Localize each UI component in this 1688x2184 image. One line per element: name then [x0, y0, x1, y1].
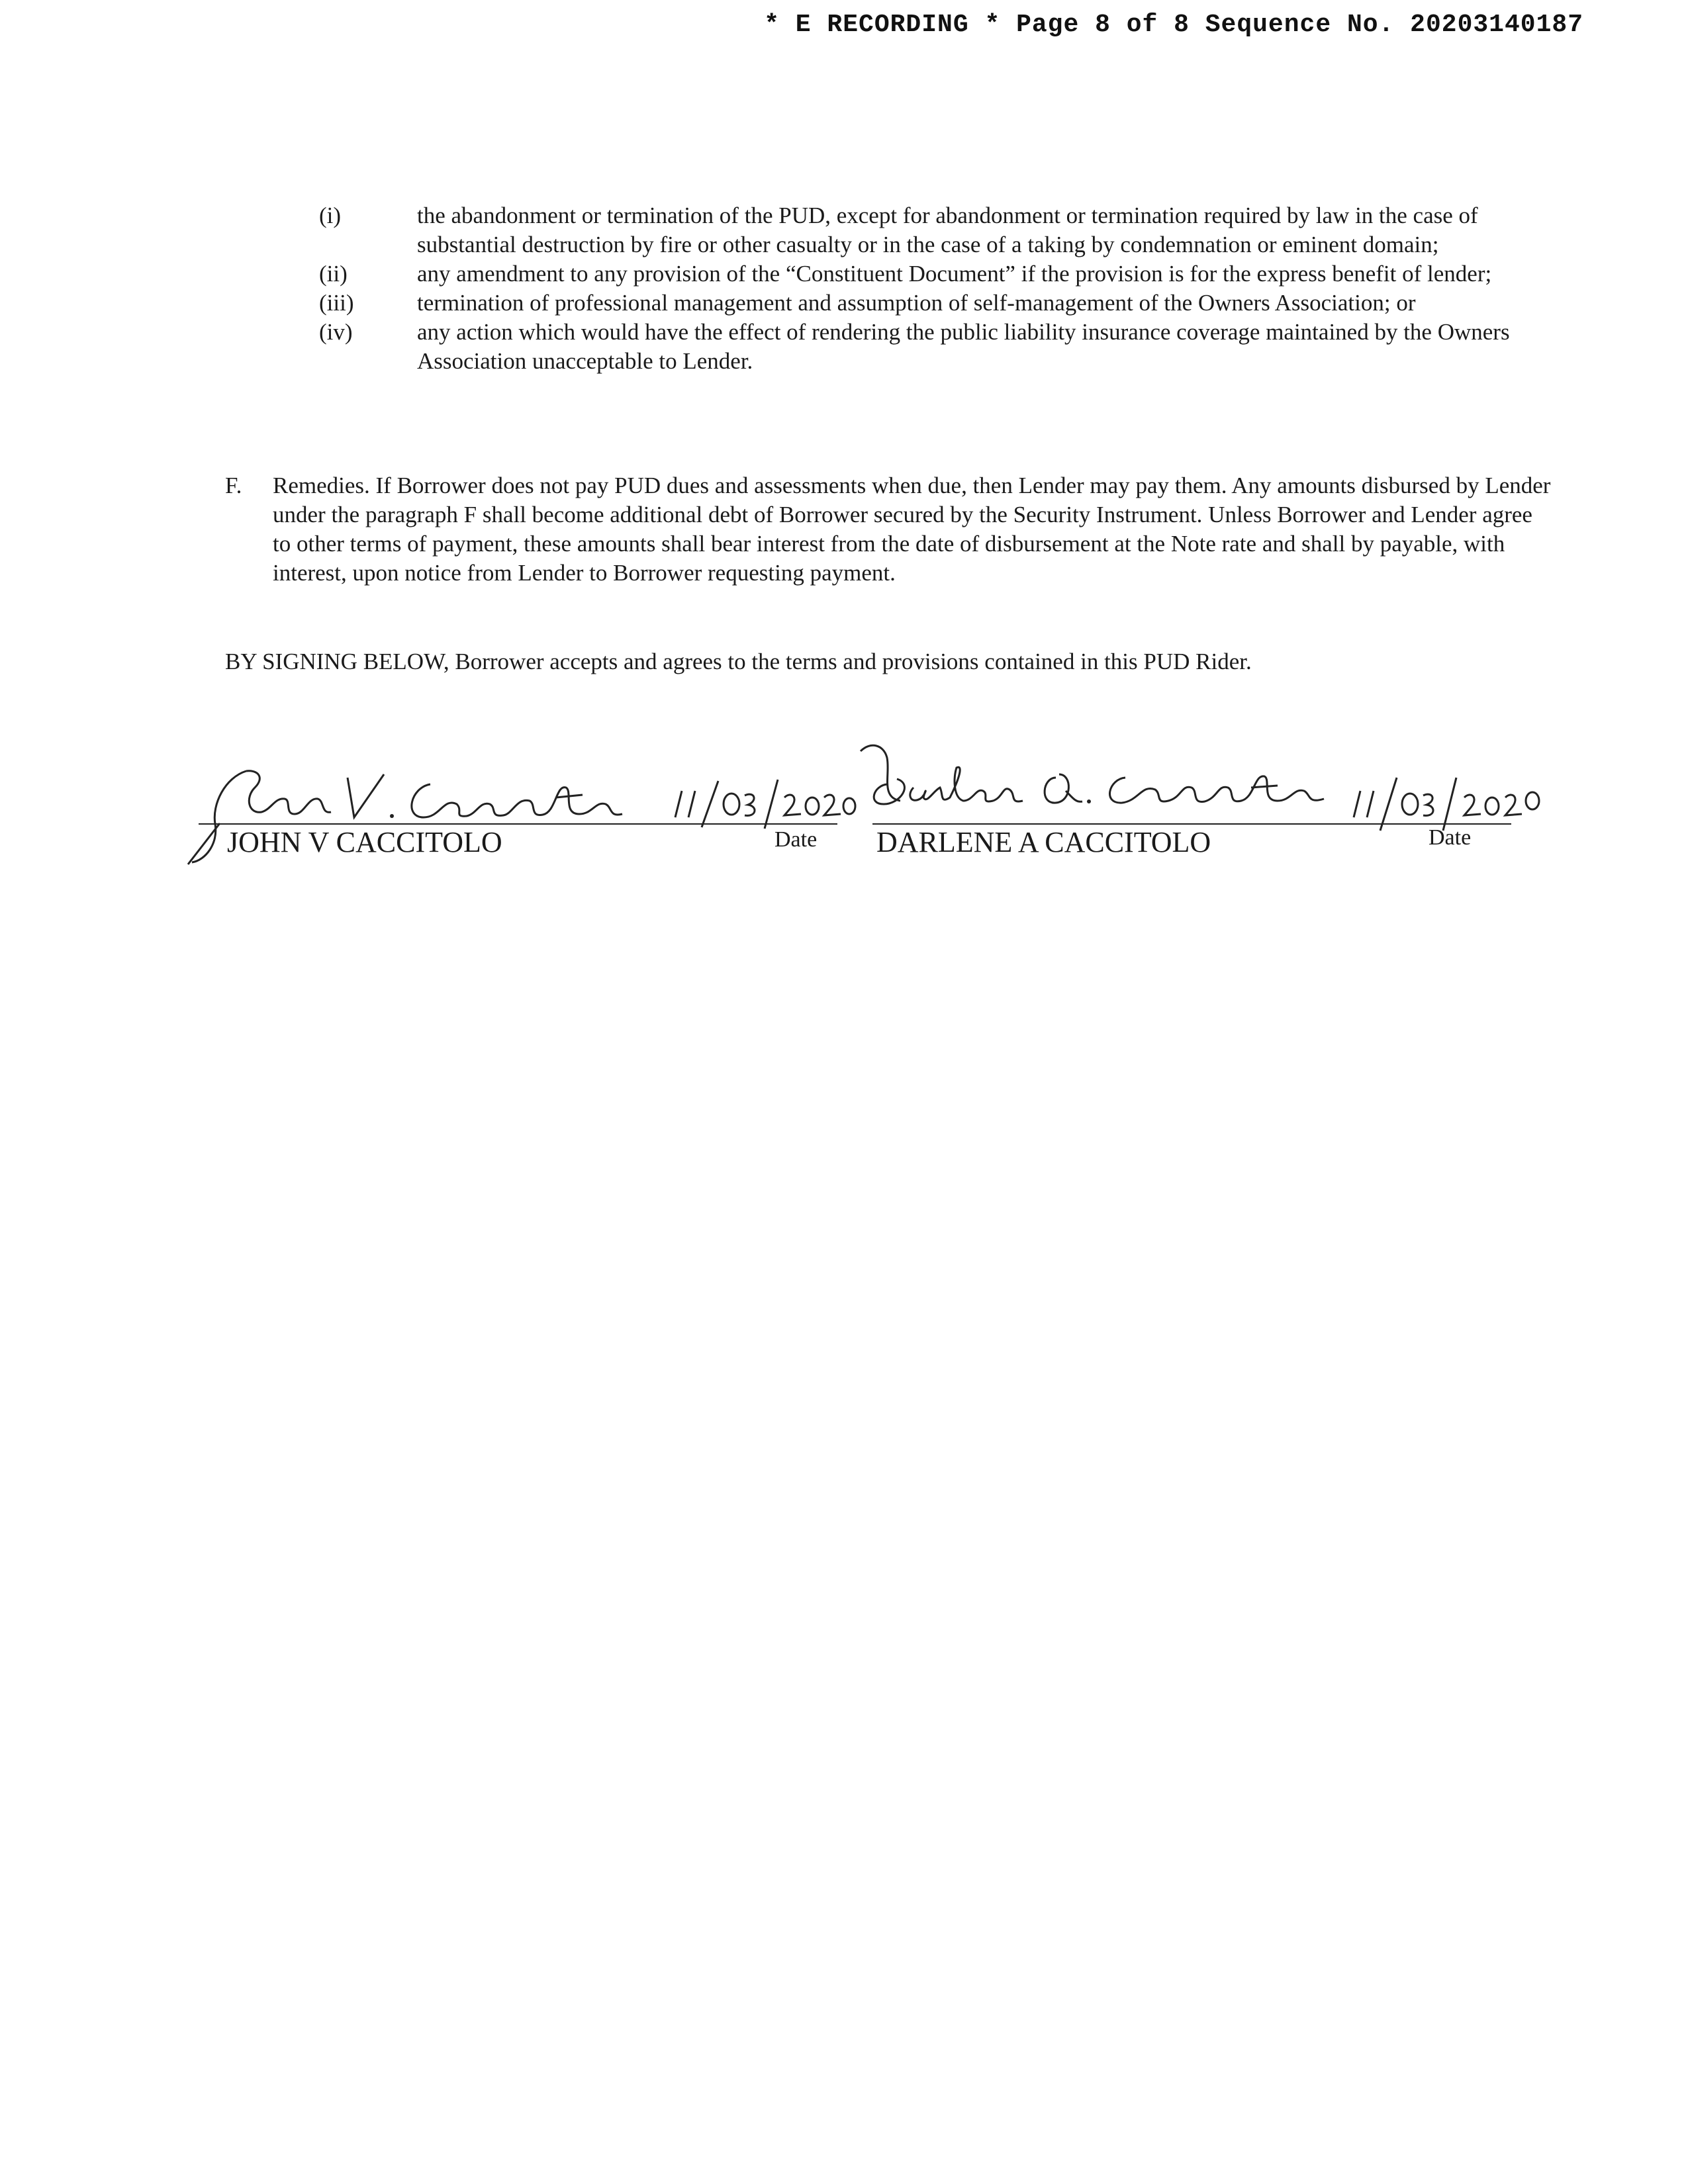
- list-item-number: (iii): [319, 290, 354, 316]
- list-item-number: (iv): [319, 319, 353, 345]
- list-item: [319, 201, 1550, 259]
- list-item: [319, 318, 1550, 376]
- signature-line-darlene: [872, 823, 1511, 825]
- conditions-list: [319, 201, 1550, 376]
- list-item-text: any amendment to any provision of the “Constituent Document” if the provision is for the express benefit of lender;: [417, 261, 1492, 287]
- slash-mark: [185, 821, 225, 867]
- remedies-paragraph: [225, 471, 1556, 588]
- list-item-text: any action which would have the effect of rendering the public liability insurance coverage maintained by the Owners Association unacceptable to Lender.: [417, 319, 1510, 374]
- list-item: [319, 259, 1550, 289]
- signer-name: DARLENE A CACCITOLO: [876, 826, 1211, 858]
- signing-statement: BY SIGNING BELOW, Borrower accepts and agrees to the terms and provisions contained in this PUD Rider.: [225, 649, 1252, 674]
- list-item-text: termination of professional management and assumption of self-management of the Owners Association; or: [417, 290, 1416, 316]
- signature-line-john: [199, 823, 837, 825]
- paragraph-letter: F.: [225, 473, 242, 498]
- list-item-number: (i): [319, 203, 342, 228]
- list-item-number: (ii): [319, 261, 348, 287]
- list-item-text: the abandonment or termination of the PUD, except for abandonment or termination required by law in the case of substantial destruction by fire or other casualty or in the case of a taking by condemnation or eminent domain;: [417, 203, 1478, 257]
- list-item: [319, 289, 1550, 318]
- recording-header: * E RECORDING * Page 8 of 8 Sequence No. 20203140187: [764, 11, 1583, 39]
- paragraph-body: Remedies. If Borrower does not pay PUD dues and assessments when due, then Lender may pay them. Any amounts disbursed by Lender under the paragraph F shall become additional debt of Borrower secured by the Security Instrument. Unless Borrower and Lender agree to other terms of payment, these amounts shall bear interest from the date of disbursement at the Note rate and shall by payable, with interest, upon notice from Lender to Borrower requesting payment.: [273, 473, 1551, 586]
- date-label: Date: [1429, 825, 1472, 850]
- signer-name: JOHN V CACCITOLO: [227, 826, 502, 858]
- date-label: Date: [774, 827, 818, 852]
